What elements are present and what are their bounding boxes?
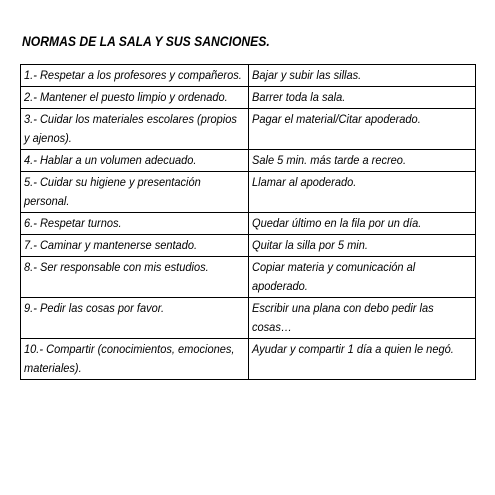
rule-text: 9.- Pedir las cosas por favor. <box>24 301 165 315</box>
rule-cell <box>21 172 249 213</box>
sanction-cell <box>249 150 476 172</box>
rule-cell <box>21 257 249 298</box>
rule-text: 8.- Ser responsable con mis estudios. <box>24 260 209 274</box>
rule-text: 7.- Caminar y mantenerse sentado. <box>24 238 198 252</box>
sanction-cell <box>249 235 476 257</box>
table-row <box>21 150 476 172</box>
table-row <box>21 109 476 150</box>
sanction-cell <box>249 87 476 109</box>
sanction-text: Ayudar y compartir 1 día a quien le negó. <box>252 342 454 356</box>
table-row <box>21 65 476 87</box>
sanction-text: Bajar y subir las sillas. <box>252 68 362 82</box>
sanction-text: Copiar materia y comunicación al apoderado. <box>252 260 416 293</box>
rule-text: 1.- Respetar a los profesores y compañeros. <box>24 68 242 82</box>
sanction-cell <box>249 172 476 213</box>
rule-text: 4.- Hablar a un volumen adecuado. <box>24 153 197 167</box>
sanction-cell <box>249 339 476 380</box>
table-row <box>21 235 476 257</box>
sanction-text: Llamar al apoderado. <box>252 175 357 189</box>
sanction-text: Pagar el material/Citar apoderado. <box>252 112 421 126</box>
table-row <box>21 172 476 213</box>
rule-text: 5.- Cuidar su higiene y presentación personal. <box>24 175 201 208</box>
table-row <box>21 87 476 109</box>
rule-cell <box>21 87 249 109</box>
rule-text: 6.- Respetar turnos. <box>24 216 122 230</box>
sanction-text: Quedar último en la fila por un día. <box>252 216 422 230</box>
sanction-text: Barrer toda la sala. <box>252 90 346 104</box>
sanction-cell <box>249 298 476 339</box>
sanction-cell <box>249 65 476 87</box>
sanction-cell <box>249 257 476 298</box>
rule-cell <box>21 65 249 87</box>
sanction-text: Quitar la silla por 5 min. <box>252 238 368 252</box>
table-row <box>21 298 476 339</box>
rule-cell <box>21 150 249 172</box>
rules-table <box>20 64 476 380</box>
rule-cell <box>21 213 249 235</box>
rule-cell <box>21 109 249 150</box>
rule-text: 10.- Compartir (conocimientos, emociones, materiales). <box>24 342 235 375</box>
document-title: NORMAS DE LA SALA Y SUS SANCIONES. <box>22 34 270 49</box>
rule-text: 3.- Cuidar los materiales escolares (propios y ajenos). <box>24 112 237 145</box>
rule-cell <box>21 339 249 380</box>
rule-cell <box>21 298 249 339</box>
sanction-cell <box>249 213 476 235</box>
table-row <box>21 339 476 380</box>
sanction-cell <box>249 109 476 150</box>
table-row <box>21 257 476 298</box>
sanction-text: Escribir una plana con debo pedir las cosas… <box>252 301 434 334</box>
table-row <box>21 213 476 235</box>
rule-text: 2.- Mantener el puesto limpio y ordenado. <box>24 90 228 104</box>
rule-cell <box>21 235 249 257</box>
sanction-text: Sale 5 min. más tarde a recreo. <box>252 153 407 167</box>
